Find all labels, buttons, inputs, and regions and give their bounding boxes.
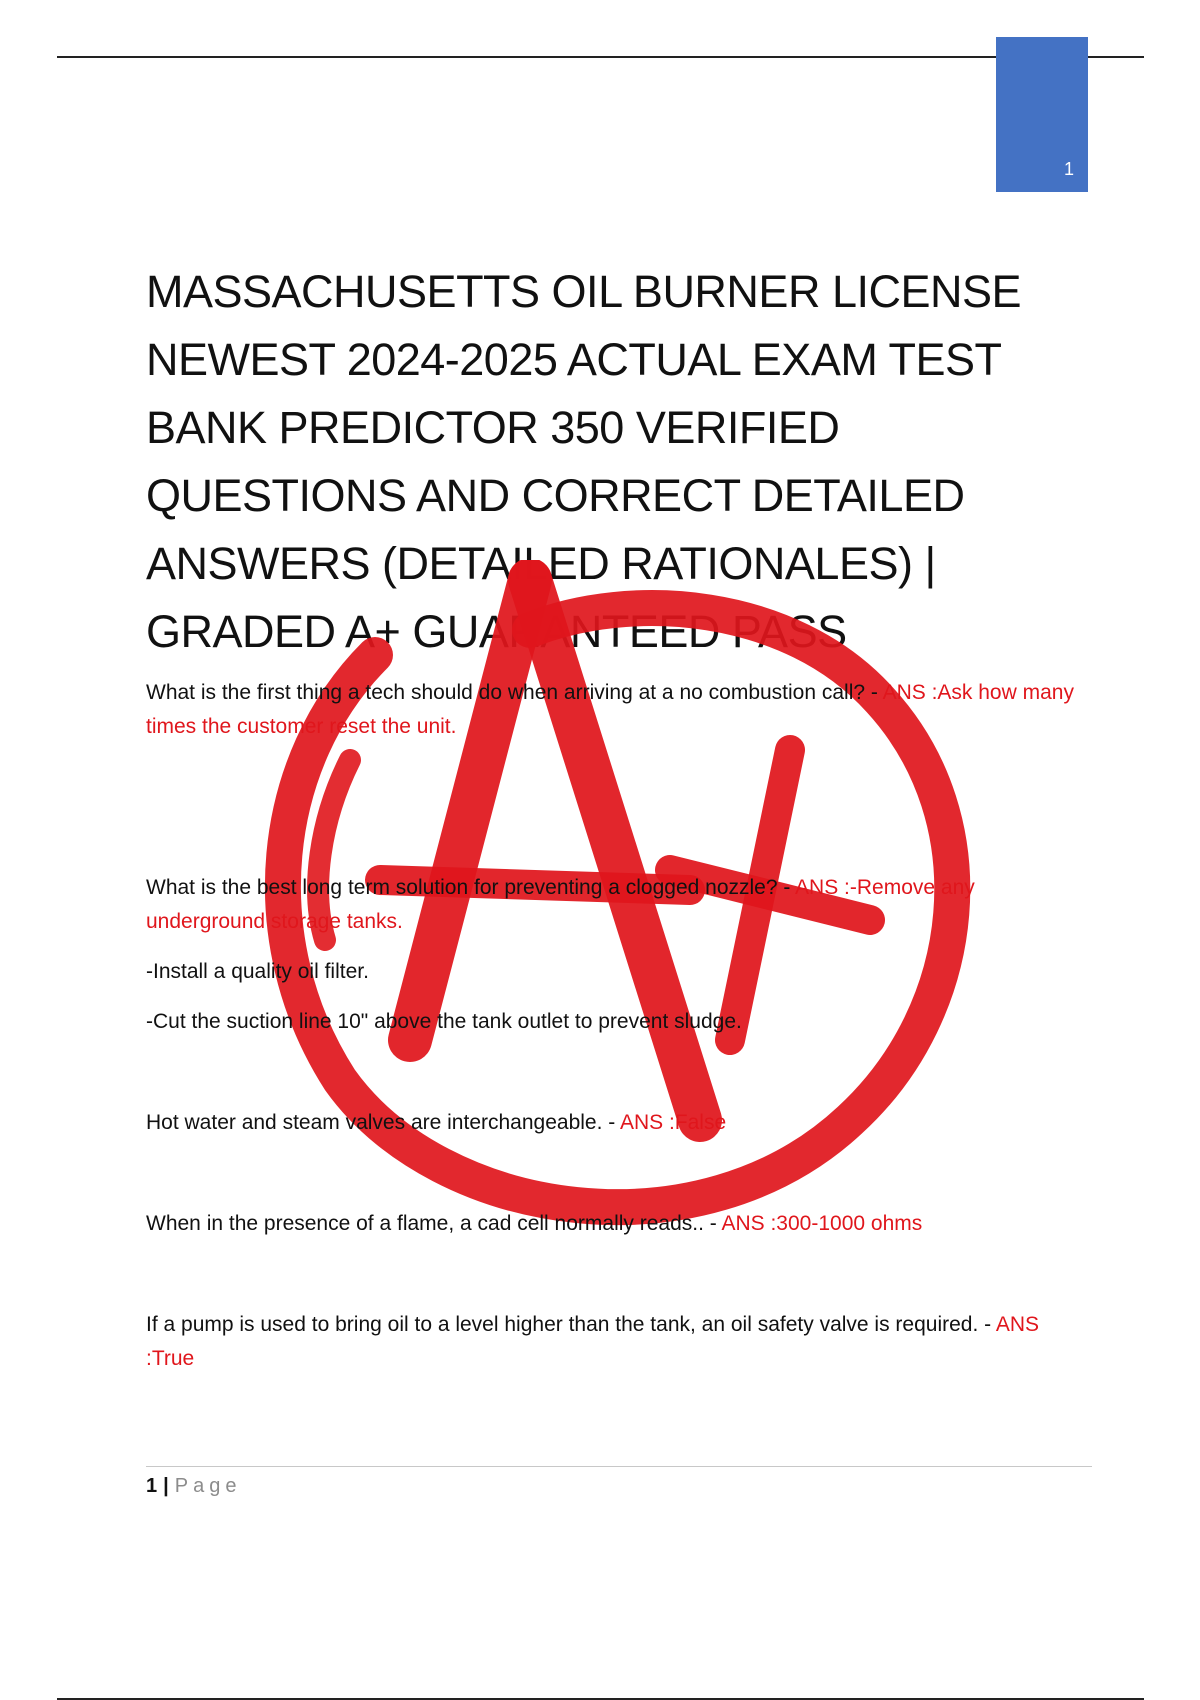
answer-continuation-line: -Install a quality oil filter.	[146, 960, 369, 983]
page-number-tab	[996, 37, 1088, 192]
question-text: If a pump is used to bring oil to a level higher than the tank, an oil safety valve is required. -	[146, 1313, 996, 1336]
answer-text: ANS :True	[146, 1313, 1040, 1370]
question-item	[146, 1106, 1086, 1140]
question-text: What is the best long term solution for preventing a clogged nozzle? -	[146, 876, 796, 899]
page-footer	[146, 1472, 241, 1500]
footer-rule	[146, 1466, 1092, 1467]
header-rule	[57, 56, 1144, 58]
page-number-tab-label: 1	[1063, 159, 1074, 179]
document-title: MASSACHUSETTS OIL BURNER LICENSE NEWEST 2024-2025 ACTUAL EXAM TEST BANK PREDICTOR 350 VERIFIED QUESTIONS AND CORRECT DETAILED ANSWERS (DETAILED RATIONALES) | GRADED A+ GUARANTEED PASS	[146, 266, 1022, 657]
answer-text: ANS :False	[619, 1111, 727, 1134]
answer-continuation-line: -Cut the suction line 10" above the tank outlet to prevent sludge.	[146, 1010, 742, 1033]
question-text: What is the first thing a tech should do when arriving at a no combustion call? -	[146, 681, 883, 704]
question-item	[146, 676, 1086, 744]
question-text: Hot water and steam valves are interchangeable. -	[146, 1111, 620, 1134]
question-text: When in the presence of a flame, a cad cell normally reads.. -	[146, 1212, 722, 1235]
footer-page-label: Page	[174, 1475, 242, 1497]
answer-text: ANS :-Remove any underground storage tanks.	[146, 876, 975, 933]
question-item	[146, 1207, 1086, 1241]
footer-separator: |	[163, 1475, 169, 1497]
question-item	[146, 1308, 1086, 1376]
answer-text: ANS :300-1000 ohms	[721, 1212, 923, 1235]
answer-text: ANS :Ask how many times the customer reset the unit.	[146, 681, 1074, 738]
footer-page-number: 1	[146, 1475, 158, 1497]
question-item	[146, 871, 1086, 939]
